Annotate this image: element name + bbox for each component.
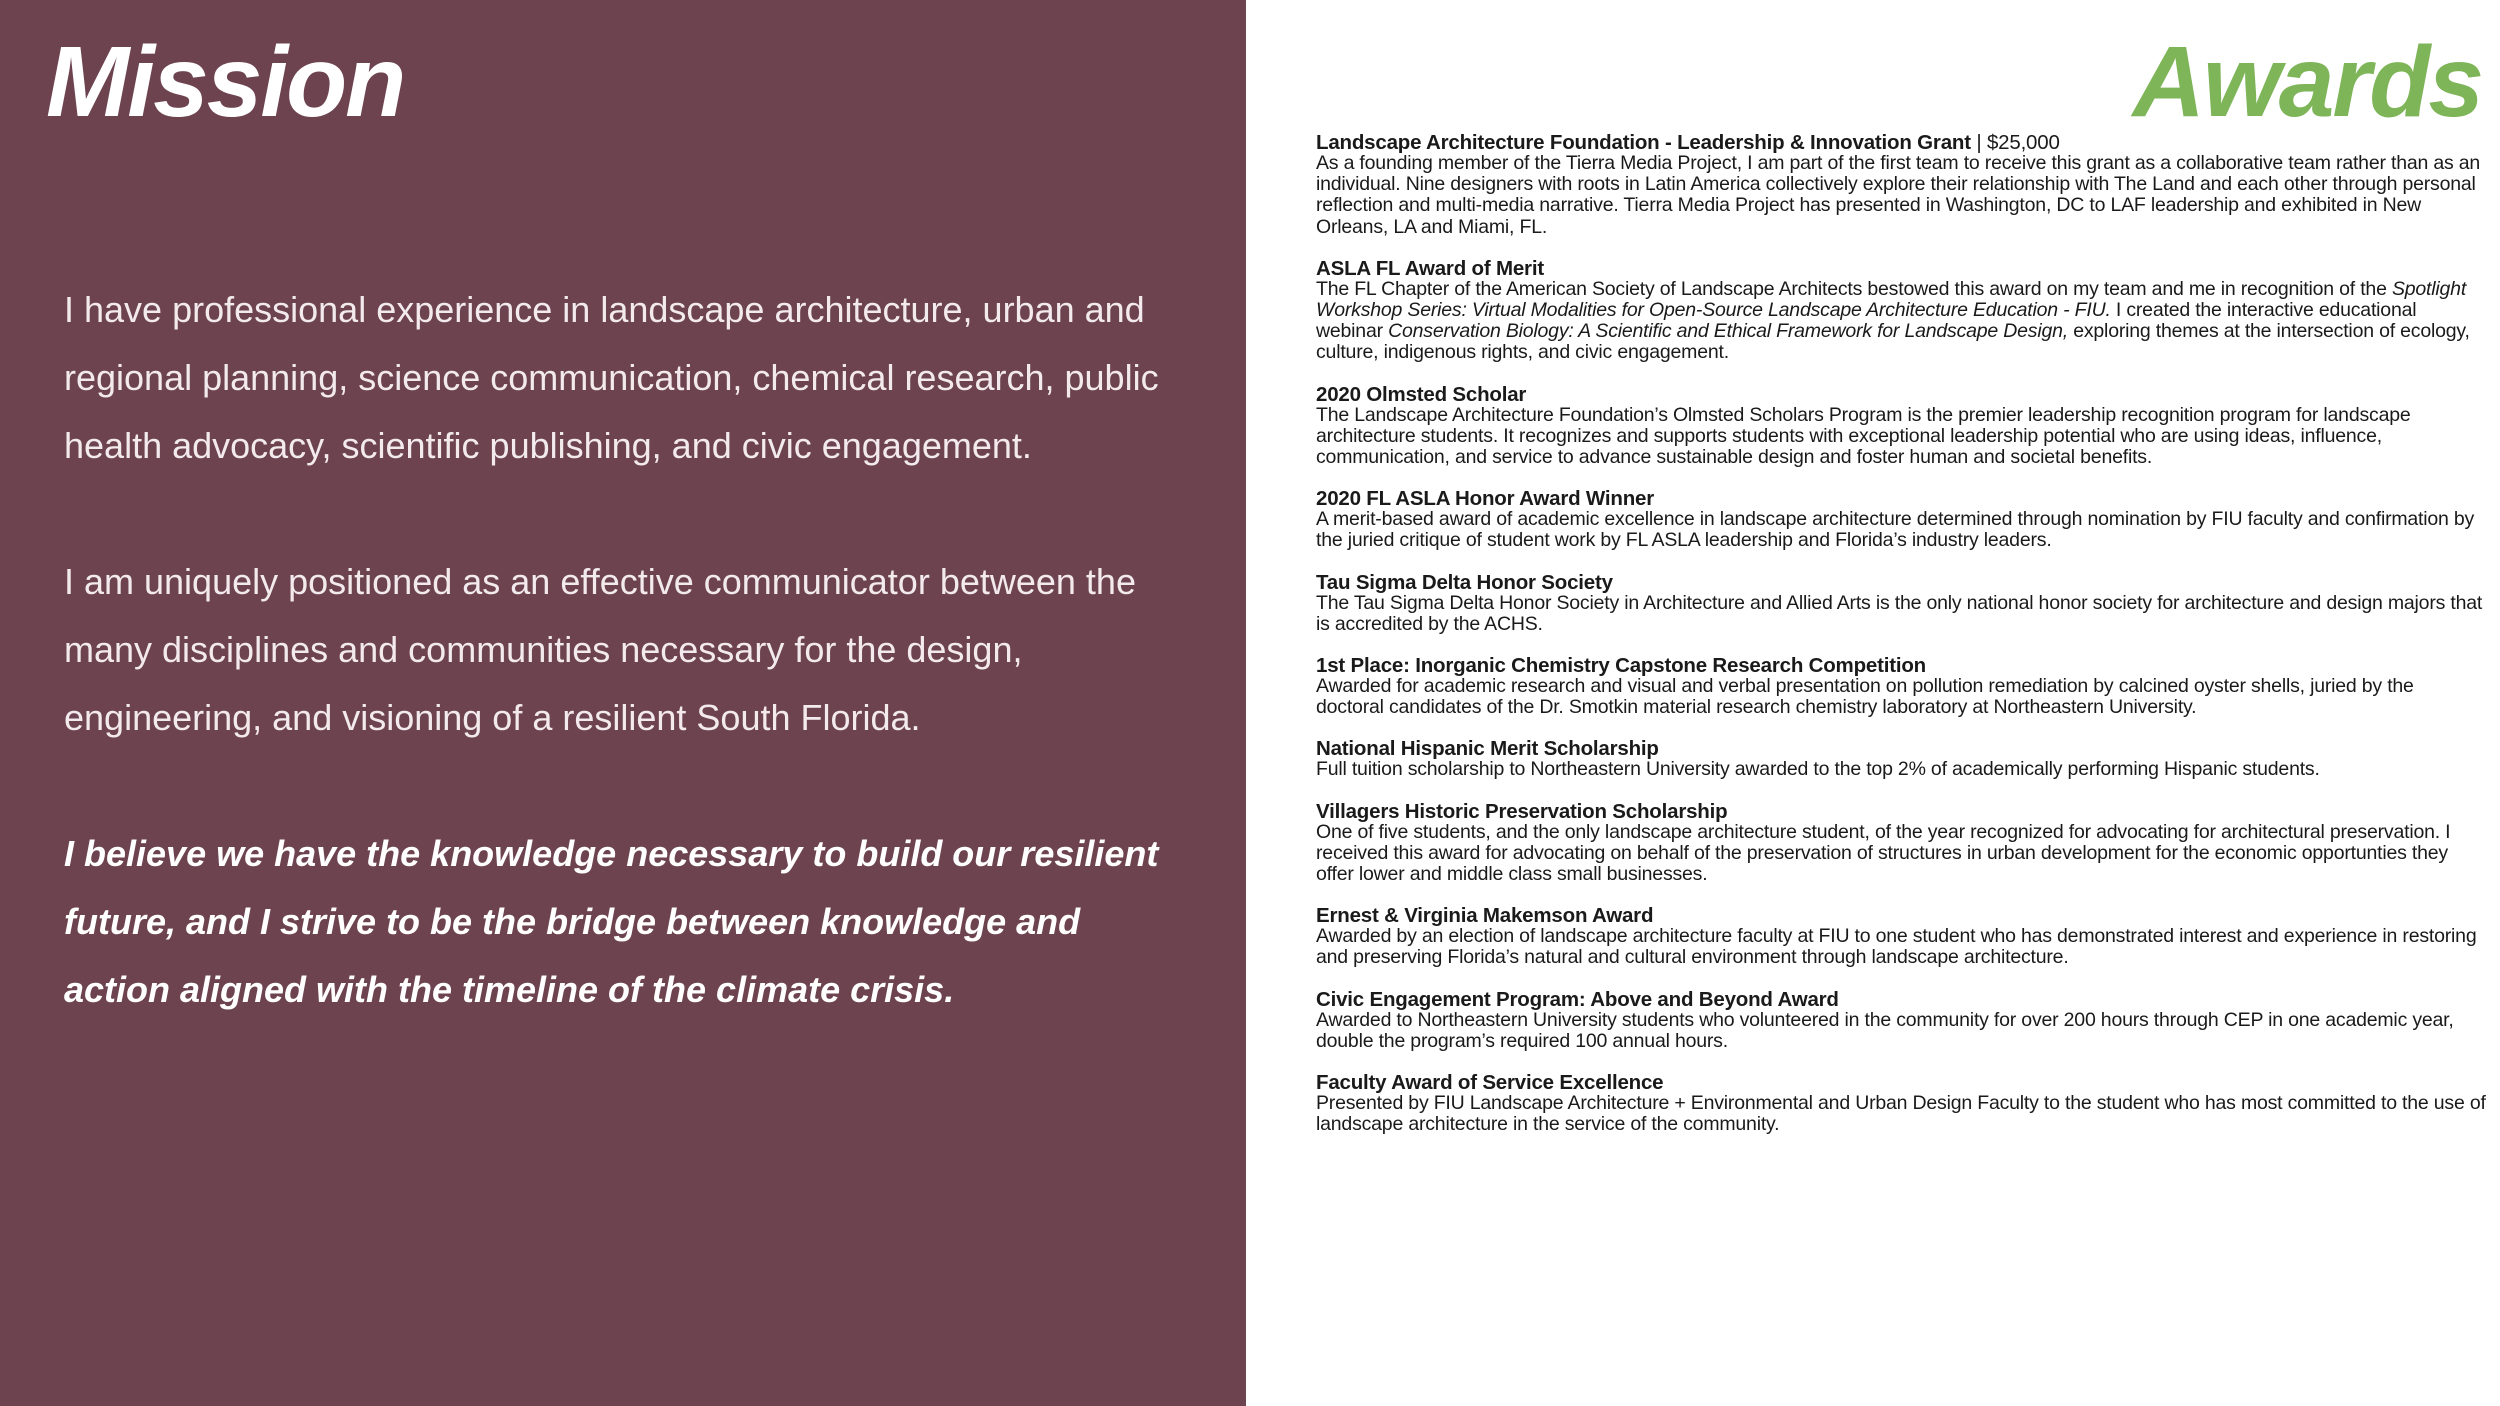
mission-paragraph-experience: I have professional experience in landscape architecture, urban and regional planning, science communication, chemical research, public health advocacy, scientific publishing, and civic engagement. — [64, 289, 1159, 466]
award-desc-webinar-title: Conservation Biology: A Scientific and Ethical Framework for Landscape Design, — [1388, 320, 2068, 343]
award-title: 2020 Olmsted Scholar — [1316, 382, 1527, 406]
award-title: 2020 FL ASLA Honor Award Winner — [1316, 487, 1654, 511]
award-description — [1316, 279, 2486, 364]
award-title: Civic Engagement Program: Above and Beyond Award — [1316, 987, 1839, 1011]
mission-panel — [0, 0, 1246, 1406]
award-title: Tau Sigma Delta Honor Society — [1316, 570, 1613, 594]
award-description: A merit-based award of academic excellence in landscape architecture determined through nomination by FIU faculty and confirmation by the juried critique of student work by FL ASLA leadership and Florida’s industry leaders. — [1316, 508, 2475, 552]
award-description: Awarded for academic research and visual and verbal presentation on pollution remediation by calcined oyster shells, juried by the doctoral candidates of the Dr. Smotkin material research chemistry laboratory at Northeastern University. — [1316, 675, 2414, 719]
award-item-hispanic-merit — [1316, 738, 2486, 780]
award-description: The Landscape Architecture Foundation’s Olmsted Scholars Program is the premier leadership recognition program for landscape architecture students. It recognizes and supports students with exceptional leadership potential who are using ideas, influence, communication, and service to advance sustainable design and foster human and societal benefits. — [1316, 403, 2411, 469]
award-item-fl-asla-honor — [1316, 488, 2486, 551]
award-item-chemistry-competition — [1316, 655, 2486, 718]
mission-paragraph-communicator: I am uniquely positioned as an effective communicator between the many disciplines and communities necessary for the design, engineering, and visioning of a resilient South Florida. — [64, 561, 1136, 738]
award-title: National Hispanic Merit Scholarship — [1316, 737, 1659, 761]
award-description: One of five students, and the only landscape architecture student, of the year recognized for advocating for architectural preservation. I received this award for advocating on behalf of the preservation of structures in urban development for the economic opportunties they offer lower and middle class small businesses. — [1316, 820, 2451, 886]
award-title — [1316, 132, 2486, 153]
awards-title: Awards — [2132, 26, 2482, 138]
award-title: Villagers Historic Preservation Scholarship — [1316, 799, 1728, 823]
award-title: Ernest & Virginia Makemson Award — [1316, 904, 1654, 928]
award-description: Presented by FIU Landscape Architecture + Environmental and Urban Design Faculty to the student who has most committed to the use of landscape architecture in the service of the community. — [1316, 1092, 2486, 1136]
award-item-asla-merit — [1316, 258, 2486, 364]
award-desc-workshop-title: Spotlight Workshop Series: Virtual Modalities for Open-Source Landscape Architecture Education - FIU. — [1316, 277, 2467, 322]
award-description: Awarded by an election of landscape architecture faculty at FIU to one student who has demonstrated interest and experience in restoring and preserving Florida’s natural and cultural environment through landscape architecture. — [1316, 925, 2477, 969]
awards-list — [1316, 132, 2486, 1155]
award-description: Awarded to Northeastern University students who volunteered in the community for over 200 hours through CEP in one academic year, double the program’s required 100 annual hours. — [1316, 1008, 2454, 1052]
award-title-text: Landscape Architecture Foundation - Leadership & Innovation Grant — [1316, 131, 1971, 154]
award-item-makemson — [1316, 905, 2486, 968]
award-desc-text: exploring themes at the intersection of ecology, culture, indigenous rights, and civic engagement. — [1316, 320, 2470, 364]
award-amount: | $25,000 — [1970, 131, 2060, 154]
award-item-service-excellence — [1316, 1072, 2486, 1135]
award-item-laf-grant — [1316, 132, 2486, 238]
award-title: Faculty Award of Service Excellence — [1316, 1071, 1664, 1095]
award-title: ASLA FL Award of Merit — [1316, 256, 1544, 280]
mission-title: Mission — [46, 26, 405, 138]
award-desc-text: The FL Chapter of the American Society of Landscape Architects bestowed this award on my team and me in recognition of the — [1316, 277, 2392, 300]
mission-body — [64, 276, 1184, 1024]
award-item-villagers — [1316, 801, 2486, 886]
award-item-olmsted — [1316, 384, 2486, 469]
award-item-civic-engagement — [1316, 989, 2486, 1052]
award-description: Full tuition scholarship to Northeastern University awarded to the top 2% of academically performing Hispanic students. — [1316, 758, 2320, 781]
award-item-tau-sigma-delta — [1316, 572, 2486, 635]
awards-panel — [1246, 0, 2500, 1406]
award-desc-text: I created the interactive educational webinar — [1316, 299, 2417, 343]
award-description: The Tau Sigma Delta Honor Society in Architecture and Allied Arts is the only national honor society for architecture and design majors that is accredited by the ACHS. — [1316, 591, 2483, 635]
mission-statement: I believe we have the knowledge necessary to build our resilient future, and I strive to be the bridge between knowledge and action aligned with the timeline of the climate crisis. — [64, 833, 1159, 1010]
award-description: As a founding member of the Tierra Media Project, I am part of the first team to receive this grant as a collaborative team rather than as an individual. Nine designers with roots in Latin America collectively explore their relationship with The Land and each other through personal reflection and multi-media narrative. Tierra Media Project has presented in Washington, DC to LAF leadership and exhibited in New Orleans, LA and Miami, FL. — [1316, 152, 2481, 238]
award-title: 1st Place: Inorganic Chemistry Capstone Research Competition — [1316, 654, 1926, 678]
